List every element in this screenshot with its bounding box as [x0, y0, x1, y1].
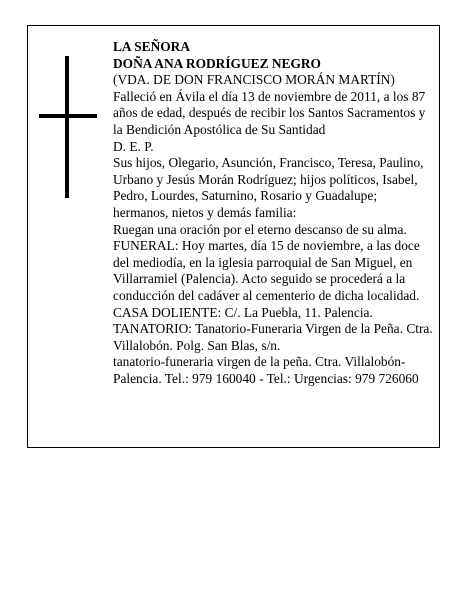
- casa-doliente: CASA DOLIENTE: C/. La Puebla, 11. Palencia.: [113, 304, 373, 320]
- funeral-info: FUNERAL: Hoy martes, día 15 de noviembre, a las doce del mediodía, en la iglesia parroquial de San Miguel, en Villarramiel (Palencia). Acto seguido se procederá a la conducción del cadáver al cementerio de dicha localidad.: [113, 238, 420, 303]
- cross-horizontal-bar: [39, 114, 97, 118]
- notice-title: LA SEÑORA: [113, 39, 191, 54]
- widow-of: (VDA. DE DON FRANCISCO MORÁN MARTÍN): [113, 72, 395, 88]
- rip-line: D. E. P.: [113, 138, 154, 154]
- obituary-notice: [27, 25, 440, 448]
- funeral-home-contact: tanatorio-funeraria virgen de la peña. Ctra. Villalobón-Palencia. Tel.: 979 160040 - Tel.: Urgencias: 979 726060: [113, 354, 419, 386]
- prayer-request: Ruegan una oración por el eterno descanso de su alma.: [113, 221, 407, 237]
- cross-icon: [39, 56, 97, 198]
- tanatorio-info: TANATORIO: Tanatorio-Funeraria Virgen de la Peña. Ctra. Villalobón. Polg. San Blas, s/n.: [113, 321, 433, 353]
- deceased-name: DOÑA ANA RODRÍGUEZ NEGRO: [113, 55, 321, 71]
- obituary-text: [113, 39, 433, 387]
- death-announcement: Falleció en Ávila el día 13 de noviembre de 2011, a los 87 años de edad, después de recibir los Santos Sacramentos y la Bendición Apostólica de Su Santidad: [113, 88, 426, 137]
- cross-vertical-bar: [65, 56, 69, 198]
- family-list: Sus hijos, Olegario, Asunción, Francisco, Teresa, Paulino, Urbano y Jesús Morán Rodríguez; hijos políticos, Isabel, Pedro, Lourdes, Saturnino, Rosario y Guadalupe; hermanos, nietos y demás familia:: [113, 155, 424, 220]
